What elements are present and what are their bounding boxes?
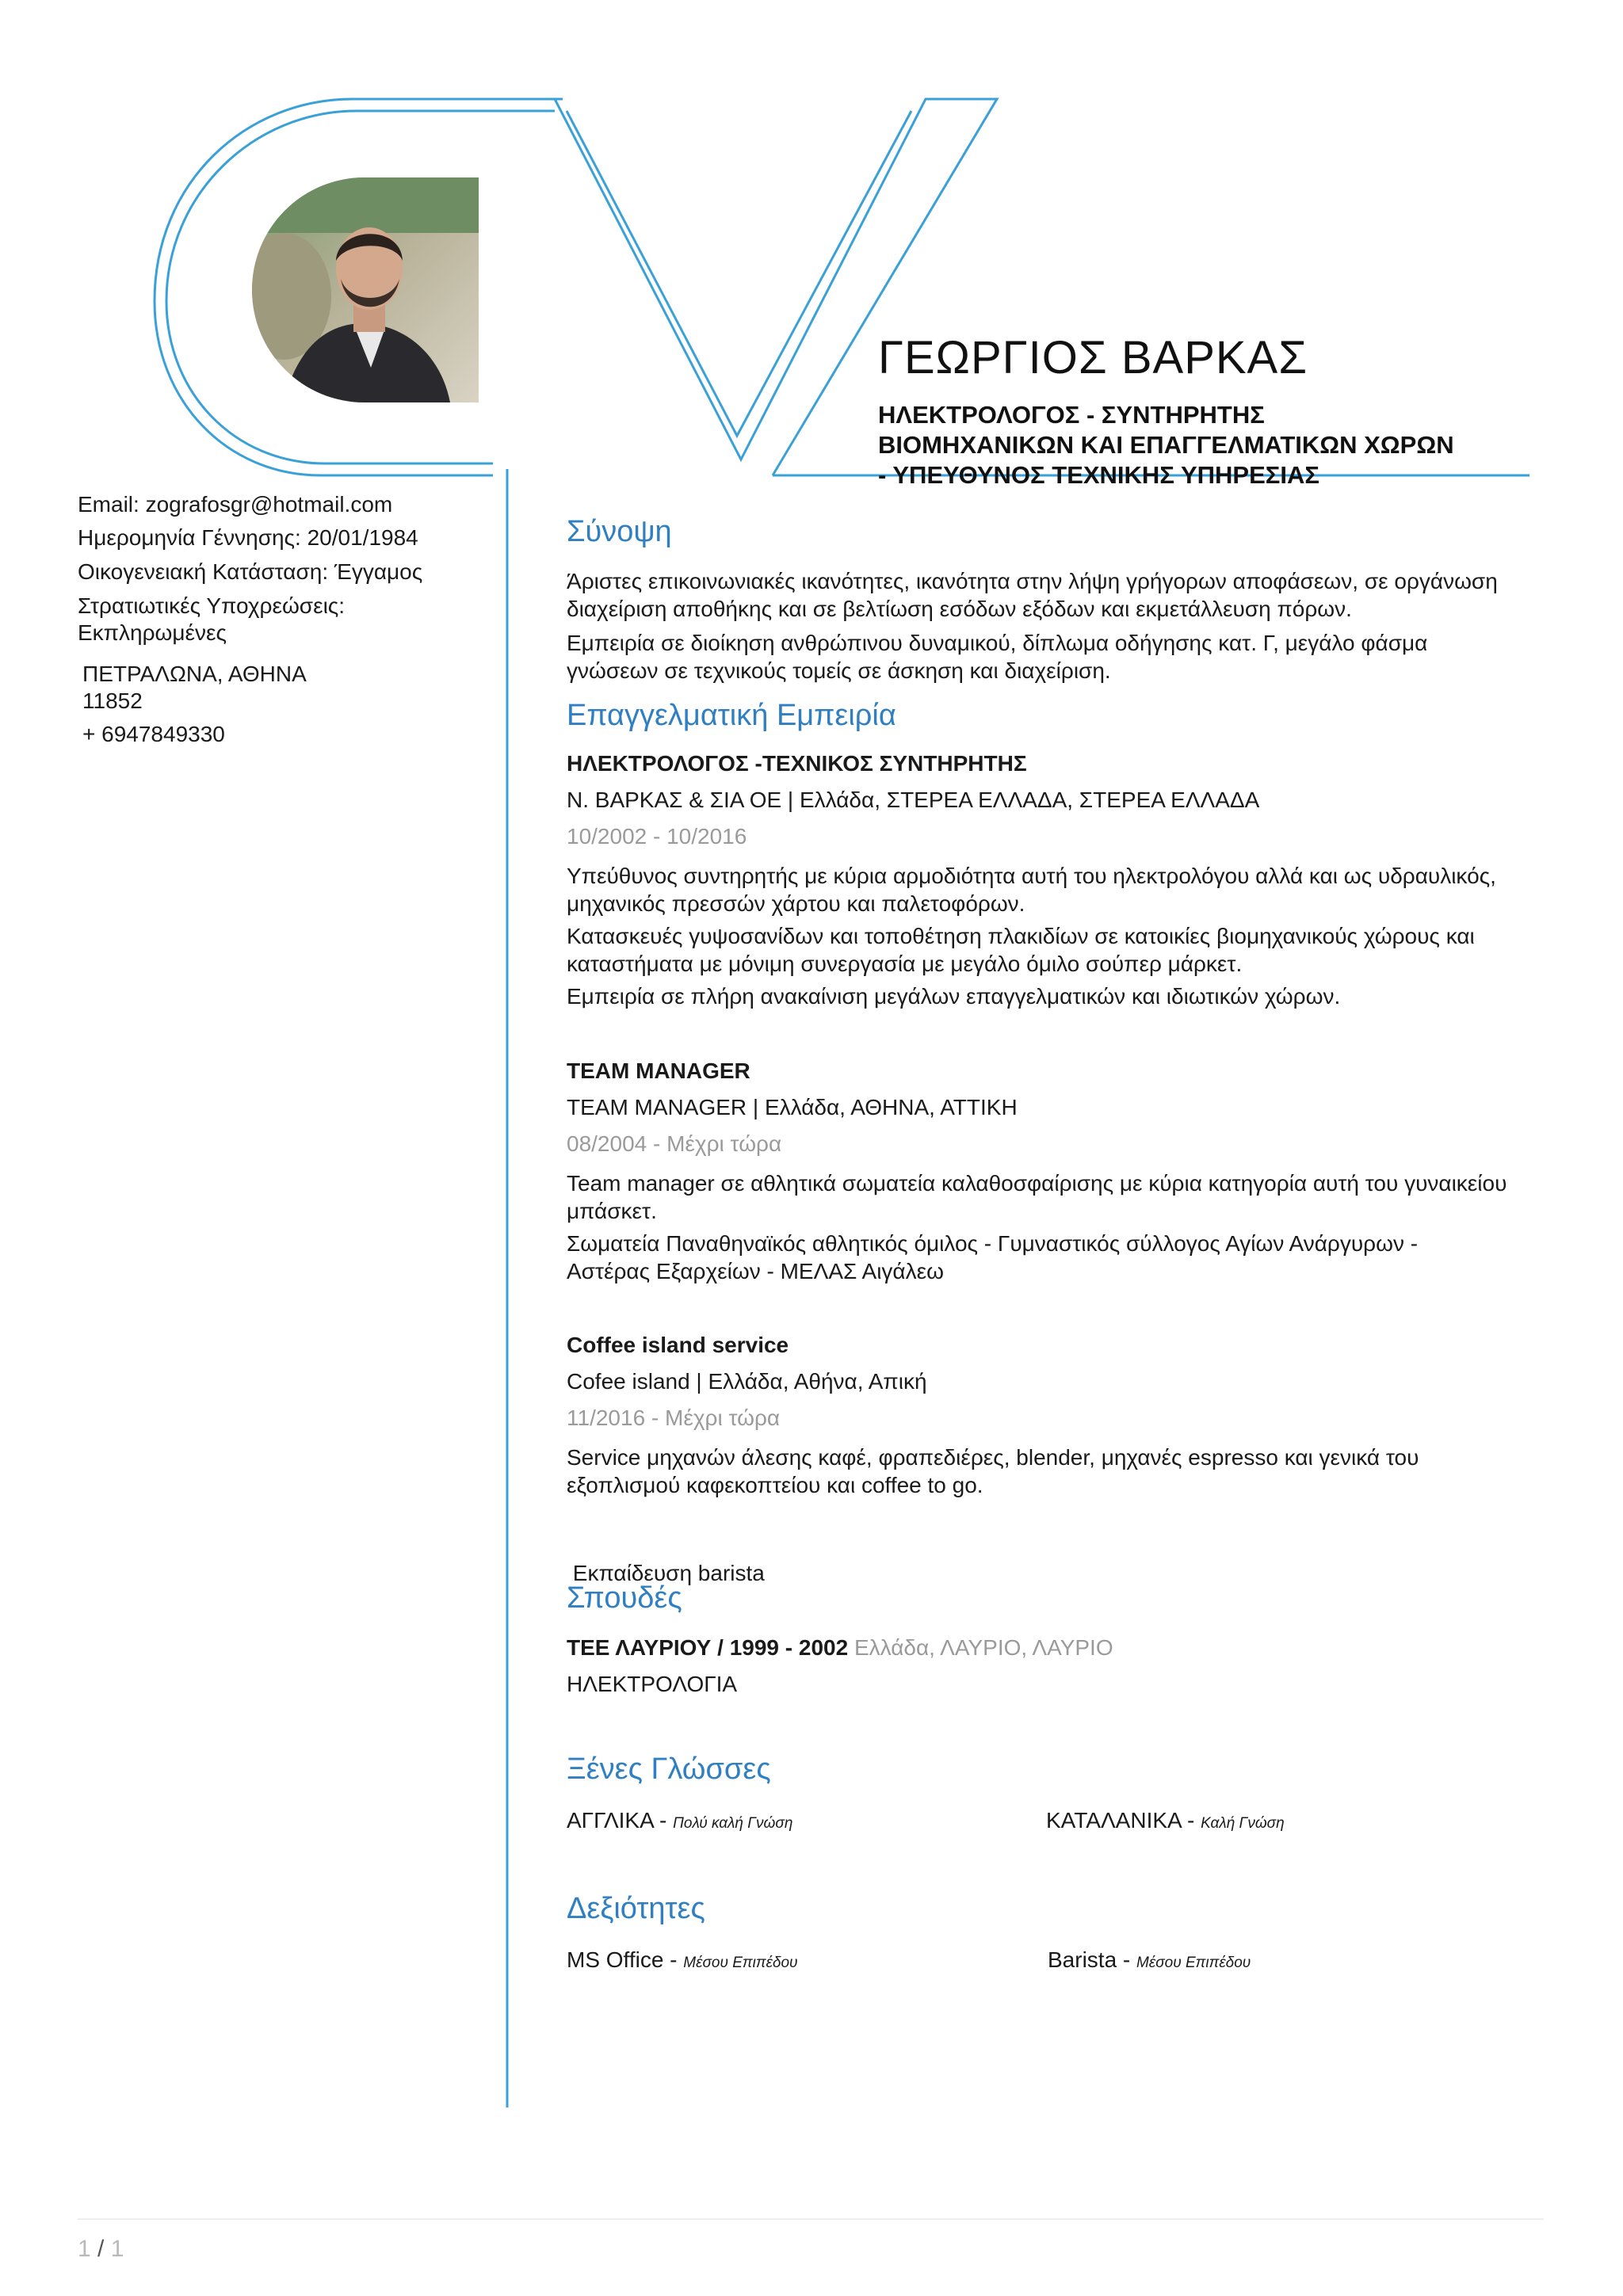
text-line: Αστέρας Εξαρχείων - ΜΕΛΑΣ Αιγάλεω — [567, 1259, 944, 1283]
job-title: ΗΛΕΚΤΡΟΛΟΓΟΣ -ΤΕΧΝΙΚΟΣ ΣΥΝΤΗΡΗΤΗΣ — [567, 751, 1027, 776]
language-item: ΚΑΤΑΛΑΝΙΚΑ - Καλή Γνώση — [1046, 1808, 1285, 1833]
contact-address-city: ΠΕΤΡΑΛΩΝΑ, ΑΘΗΝΑ — [82, 662, 307, 686]
text-line: Εμπειρία σε διοίκηση ανθρώπινου δυναμικού, δίπλωμα οδήγησης κατ. Γ, μεγάλο φάσμα — [567, 631, 1428, 655]
job-dates: 10/2002 - 10/2016 — [567, 824, 747, 849]
job-description — [567, 922, 1541, 978]
contact-email: Email: zografosgr@hotmail.com — [78, 492, 393, 517]
language-item: ΑΓΓΛΙΚΑ - Πολύ καλή Γνώση — [567, 1808, 793, 1833]
job-description — [567, 1230, 1541, 1285]
text-line: εξοπλισμού καφεκοπτείου και coffee to go. — [567, 1473, 983, 1497]
skill-item: Barista - Μέσου Επιπέδου — [1048, 1947, 1251, 1972]
skills-heading: Δεξιότητες — [567, 1892, 705, 1925]
profile-photo — [252, 177, 479, 402]
summary-heading: Σύνοψη — [567, 515, 672, 548]
job-description — [567, 862, 1541, 917]
candidate-name: ΓΕΩΡΓΙΟΣ ΒΑΡΚΑΣ — [878, 332, 1308, 383]
education-entry — [567, 1634, 1541, 1661]
language-name: ΑΓΓΛΙΚΑ — [567, 1808, 654, 1833]
text-line: καταστήματα με μόνιμη συνεργασία με μεγάλο όμιλο σούπερ μάρκετ. — [567, 952, 1243, 976]
job-company: Ν. ΒΑΡΚΑΣ & ΣΙΑ ΟΕ | Ελλάδα, ΣΤΕΡΕΑ ΕΛΛΑΔΑ, ΣΤΕΡΕΑ ΕΛΛΑΔΑ — [567, 788, 1260, 812]
skill-level: Μέσου Επιπέδου — [1136, 1955, 1251, 1971]
languages-heading: Ξένες Γλώσσες — [567, 1753, 771, 1786]
text-line: Εκπαίδευση barista — [567, 1561, 765, 1585]
page-current: 1 — [78, 2236, 91, 2262]
language-level: Καλή Γνώση — [1201, 1815, 1285, 1832]
job-title-line-1: ΗΛΕΚΤΡΟΛΟΓΟΣ - ΣΥΝΤΗΡΗΤΗΣ — [878, 401, 1265, 429]
text-line: γνώσεων σε τεχνικούς τομείς σε άσκηση και διαχείριση. — [567, 658, 1111, 683]
summary-paragraph — [567, 629, 1541, 685]
job-company: TEAM MANAGER | Ελλάδα, ΑΘΗΝΑ, ΑΤΤΙΚΗ — [567, 1095, 1018, 1119]
contact-marital-status: Οικογενειακή Κατάσταση: Έγγαμος — [78, 559, 423, 584]
skill-name: MS Office — [567, 1947, 664, 1972]
skill-level: Μέσου Επιπέδου — [683, 1955, 798, 1971]
job-title: TEAM MANAGER — [567, 1058, 750, 1083]
contact-phone: + 6947849330 — [82, 722, 225, 746]
summary-paragraph — [567, 567, 1541, 623]
experience-heading: Επαγγελματική Εμπειρία — [567, 699, 896, 732]
page-total: 1 — [110, 2236, 124, 2262]
text-line: μπάσκετ. — [567, 1199, 657, 1223]
job-description — [567, 1169, 1541, 1225]
text-line: Team manager σε αθλητικά σωματεία καλαθοσφαίρισης με κύρια κατηγορία αυτή του γυναικείου — [567, 1171, 1507, 1196]
skill-name: Barista — [1048, 1947, 1117, 1972]
skill-item: MS Office - Μέσου Επιπέδου — [567, 1947, 798, 1972]
contact-postal-code: 11852 — [82, 688, 143, 713]
education-heading: Σπουδές — [567, 1581, 682, 1615]
job-description — [567, 1444, 1541, 1499]
job-description — [567, 1504, 1541, 1615]
footer-divider — [78, 2218, 1544, 2220]
education-school: ΤΕΕ ΛΑΥΡΙΟΥ / 1999 - 2002 — [567, 1635, 849, 1660]
contact-birth-date: Ημερομηνία Γέννησης: 20/01/1984 — [78, 525, 418, 550]
page-indicator — [78, 2236, 124, 2263]
page-separator: / — [90, 2236, 111, 2262]
language-name: ΚΑΤΑΛΑΝΙΚΑ — [1046, 1808, 1182, 1833]
text-line: Κατασκευές γυψοσανίδων και τοποθέτηση πλακιδίων σε κατοικίες βιομηχανικούς χώρους και — [567, 924, 1475, 948]
job-company: Cofee island | Ελλάδα, Αθήνα, Απική — [567, 1369, 927, 1394]
text-line: Υπεύθυνος συντηρητής με κύρια αρμοδιότητα αυτή του ηλεκτρολόγου αλλά και ως υδραυλικός, — [567, 864, 1496, 888]
contact-military-value: Εκπληρωμένες — [78, 620, 227, 645]
text-line: Άριστες επικοινωνιακές ικανότητες, ικανότητα στην λήψη γρήγορων αποφάσεων, σε οργάνωση — [567, 569, 1498, 593]
job-title: Coffee island service — [567, 1333, 789, 1357]
language-level: Πολύ καλή Γνώση — [673, 1815, 793, 1832]
contact-military-label: Στρατιωτικές Υποχρεώσεις: — [78, 593, 346, 618]
text-line: διαχείριση αποθήκης και σε βελτίωση εσόδων εξόδων και εκμετάλλευση πόρων. — [567, 597, 1352, 621]
text-line: Σωματεία Παναθηναϊκός αθλητικός όμιλος - Γυμναστικός σύλλογος Αγίων Ανάργυρων - — [567, 1231, 1419, 1256]
job-description — [567, 982, 1541, 1010]
education-field: ΗΛΕΚΤΡΟΛΟΓΙΑ — [567, 1672, 738, 1696]
job-title-line-3: - ΥΠΕΥΘΥΝΟΣ ΤΕΧΝΙΚΗΣ ΥΠΗΡΕΣΙΑΣ — [878, 461, 1319, 489]
text-line: Service μηχανών άλεσης καφέ, φραπεδιέρες, blender, μηχανές espresso και γενικά του — [567, 1445, 1419, 1470]
education-location: Ελλάδα, ΛΑΥΡΙΟ, ΛΑΥΡΙΟ — [854, 1635, 1113, 1660]
text-line: Εμπειρία σε πλήρη ανακαίνιση μεγάλων επαγγελματικών και ιδιωτικών χώρων. — [567, 984, 1341, 1009]
job-dates: 08/2004 - Μέχρι τώρα — [567, 1131, 782, 1156]
job-dates: 11/2016 - Μέχρι τώρα — [567, 1405, 781, 1430]
job-title-line-2: ΒΙΟΜΗΧΑΝΙΚΩΝ ΚΑΙ ΕΠΑΓΓΕΛΜΑΤΙΚΩΝ ΧΩΡΩΝ — [878, 431, 1454, 459]
text-line: μηχανικός πρεσσών χάρτου και παλετοφόρων. — [567, 891, 1025, 916]
